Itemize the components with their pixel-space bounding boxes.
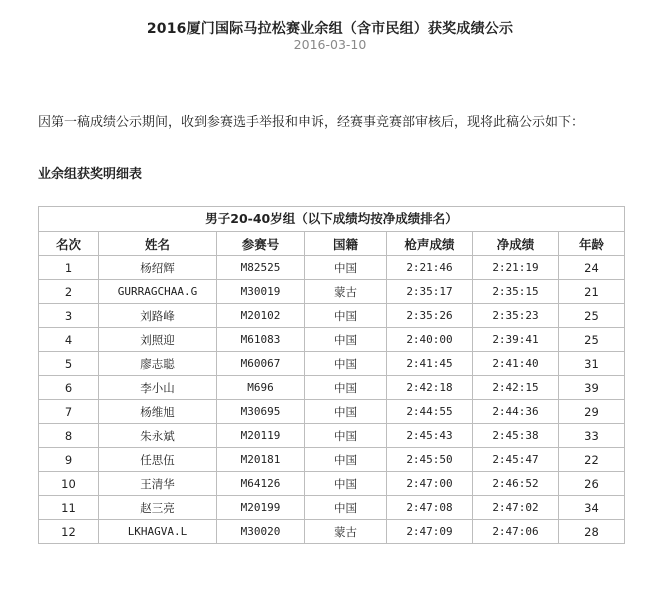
net-time-cell: 2:35:23 xyxy=(473,304,559,328)
net-time-cell: 2:45:47 xyxy=(473,448,559,472)
nationality-cell: 中国 xyxy=(305,376,387,400)
table-body xyxy=(39,256,625,544)
publish-date: 2016-03-10 xyxy=(293,37,367,52)
age-cell: 25 xyxy=(559,304,625,328)
table-row xyxy=(39,280,625,304)
bib-cell: M30695 xyxy=(217,400,305,424)
nationality-cell: 中国 xyxy=(305,304,387,328)
nationality-cell: 中国 xyxy=(305,328,387,352)
net-time-cell: 2:47:06 xyxy=(473,520,559,544)
nationality-cell: 中国 xyxy=(305,472,387,496)
age-cell: 34 xyxy=(559,496,625,520)
net-time-cell: 2:35:15 xyxy=(473,280,559,304)
col-header-nationality: 国籍 xyxy=(305,232,387,256)
nationality-cell: 蒙古 xyxy=(305,520,387,544)
name-cell: 刘路峰 xyxy=(99,304,217,328)
col-header-rank: 名次 xyxy=(39,232,99,256)
results-table-container xyxy=(38,206,624,544)
col-header-gun-time: 枪声成绩 xyxy=(387,232,473,256)
table-row xyxy=(39,304,625,328)
col-header-net-time: 净成绩 xyxy=(473,232,559,256)
name-cell: 李小山 xyxy=(99,376,217,400)
bib-cell: M696 xyxy=(217,376,305,400)
rank-cell: 4 xyxy=(39,328,99,352)
name-cell: 朱永斌 xyxy=(99,424,217,448)
results-table xyxy=(38,206,625,544)
page-title: 2016厦门国际马拉松赛业余组（含市民组）获奖成绩公示 xyxy=(146,21,514,37)
bib-cell: M60067 xyxy=(217,352,305,376)
name-cell: 王清华 xyxy=(99,472,217,496)
gun-time-cell: 2:41:45 xyxy=(387,352,473,376)
col-header-age: 年龄 xyxy=(559,232,625,256)
nationality-cell: 中国 xyxy=(305,424,387,448)
age-cell: 28 xyxy=(559,520,625,544)
age-cell: 29 xyxy=(559,400,625,424)
bib-cell: M20119 xyxy=(217,424,305,448)
table-row xyxy=(39,328,625,352)
name-cell: 杨绍辉 xyxy=(99,256,217,280)
table-row xyxy=(39,376,625,400)
col-header-bib: 参赛号 xyxy=(217,232,305,256)
bib-cell: M20199 xyxy=(217,496,305,520)
age-cell: 33 xyxy=(559,424,625,448)
age-cell: 31 xyxy=(559,352,625,376)
net-time-cell: 2:47:02 xyxy=(473,496,559,520)
nationality-cell: 中国 xyxy=(305,400,387,424)
name-cell: GURRAGCHAA.G xyxy=(99,280,217,304)
gun-time-cell: 2:47:08 xyxy=(387,496,473,520)
age-cell: 24 xyxy=(559,256,625,280)
age-cell: 22 xyxy=(559,448,625,472)
gun-time-cell: 2:47:09 xyxy=(387,520,473,544)
bib-cell: M64126 xyxy=(217,472,305,496)
section-title: 业余组获奖明细表 xyxy=(38,167,143,182)
name-cell: 赵三亮 xyxy=(99,496,217,520)
rank-cell: 1 xyxy=(39,256,99,280)
rank-cell: 5 xyxy=(39,352,99,376)
net-time-cell: 2:45:38 xyxy=(473,424,559,448)
bib-cell: M30019 xyxy=(217,280,305,304)
table-row xyxy=(39,256,625,280)
table-row xyxy=(39,496,625,520)
bib-cell: M61083 xyxy=(217,328,305,352)
nationality-cell: 中国 xyxy=(305,496,387,520)
nationality-cell: 中国 xyxy=(305,448,387,472)
rank-cell: 8 xyxy=(39,424,99,448)
table-caption: 男子20-40岁组（以下成绩均按净成绩排名） xyxy=(38,206,625,231)
intro-paragraph: 因第一稿成绩公示期间，收到参赛选手举报和申诉，经赛事竞赛部审核后，现将此稿公示如下： xyxy=(38,115,585,130)
rank-cell: 11 xyxy=(39,496,99,520)
bib-cell: M30020 xyxy=(217,520,305,544)
gun-time-cell: 2:40:00 xyxy=(387,328,473,352)
age-cell: 39 xyxy=(559,376,625,400)
table-row xyxy=(39,400,625,424)
bib-cell: M20181 xyxy=(217,448,305,472)
nationality-cell: 蒙古 xyxy=(305,280,387,304)
age-cell: 26 xyxy=(559,472,625,496)
gun-time-cell: 2:21:46 xyxy=(387,256,473,280)
gun-time-cell: 2:42:18 xyxy=(387,376,473,400)
col-header-name: 姓名 xyxy=(99,232,217,256)
gun-time-cell: 2:35:17 xyxy=(387,280,473,304)
rank-cell: 12 xyxy=(39,520,99,544)
rank-cell: 9 xyxy=(39,448,99,472)
table-row xyxy=(39,352,625,376)
gun-time-cell: 2:45:50 xyxy=(387,448,473,472)
bib-cell: M82525 xyxy=(217,256,305,280)
net-time-cell: 2:21:19 xyxy=(473,256,559,280)
name-cell: 刘照迎 xyxy=(99,328,217,352)
gun-time-cell: 2:35:26 xyxy=(387,304,473,328)
rank-cell: 10 xyxy=(39,472,99,496)
gun-time-cell: 2:47:00 xyxy=(387,472,473,496)
age-cell: 21 xyxy=(559,280,625,304)
name-cell: 任思伍 xyxy=(99,448,217,472)
net-time-cell: 2:39:41 xyxy=(473,328,559,352)
net-time-cell: 2:42:15 xyxy=(473,376,559,400)
rank-cell: 7 xyxy=(39,400,99,424)
table-row xyxy=(39,448,625,472)
table-row xyxy=(39,424,625,448)
net-time-cell: 2:46:52 xyxy=(473,472,559,496)
net-time-cell: 2:41:40 xyxy=(473,352,559,376)
nationality-cell: 中国 xyxy=(305,352,387,376)
table-row xyxy=(39,472,625,496)
table-header-row xyxy=(39,232,625,256)
gun-time-cell: 2:45:43 xyxy=(387,424,473,448)
rank-cell: 2 xyxy=(39,280,99,304)
name-cell: 杨维旭 xyxy=(99,400,217,424)
gun-time-cell: 2:44:55 xyxy=(387,400,473,424)
net-time-cell: 2:44:36 xyxy=(473,400,559,424)
rank-cell: 3 xyxy=(39,304,99,328)
nationality-cell: 中国 xyxy=(305,256,387,280)
table-row xyxy=(39,520,625,544)
bib-cell: M20102 xyxy=(217,304,305,328)
name-cell: LKHAGVA.L xyxy=(99,520,217,544)
rank-cell: 6 xyxy=(39,376,99,400)
name-cell: 廖志聪 xyxy=(99,352,217,376)
age-cell: 25 xyxy=(559,328,625,352)
